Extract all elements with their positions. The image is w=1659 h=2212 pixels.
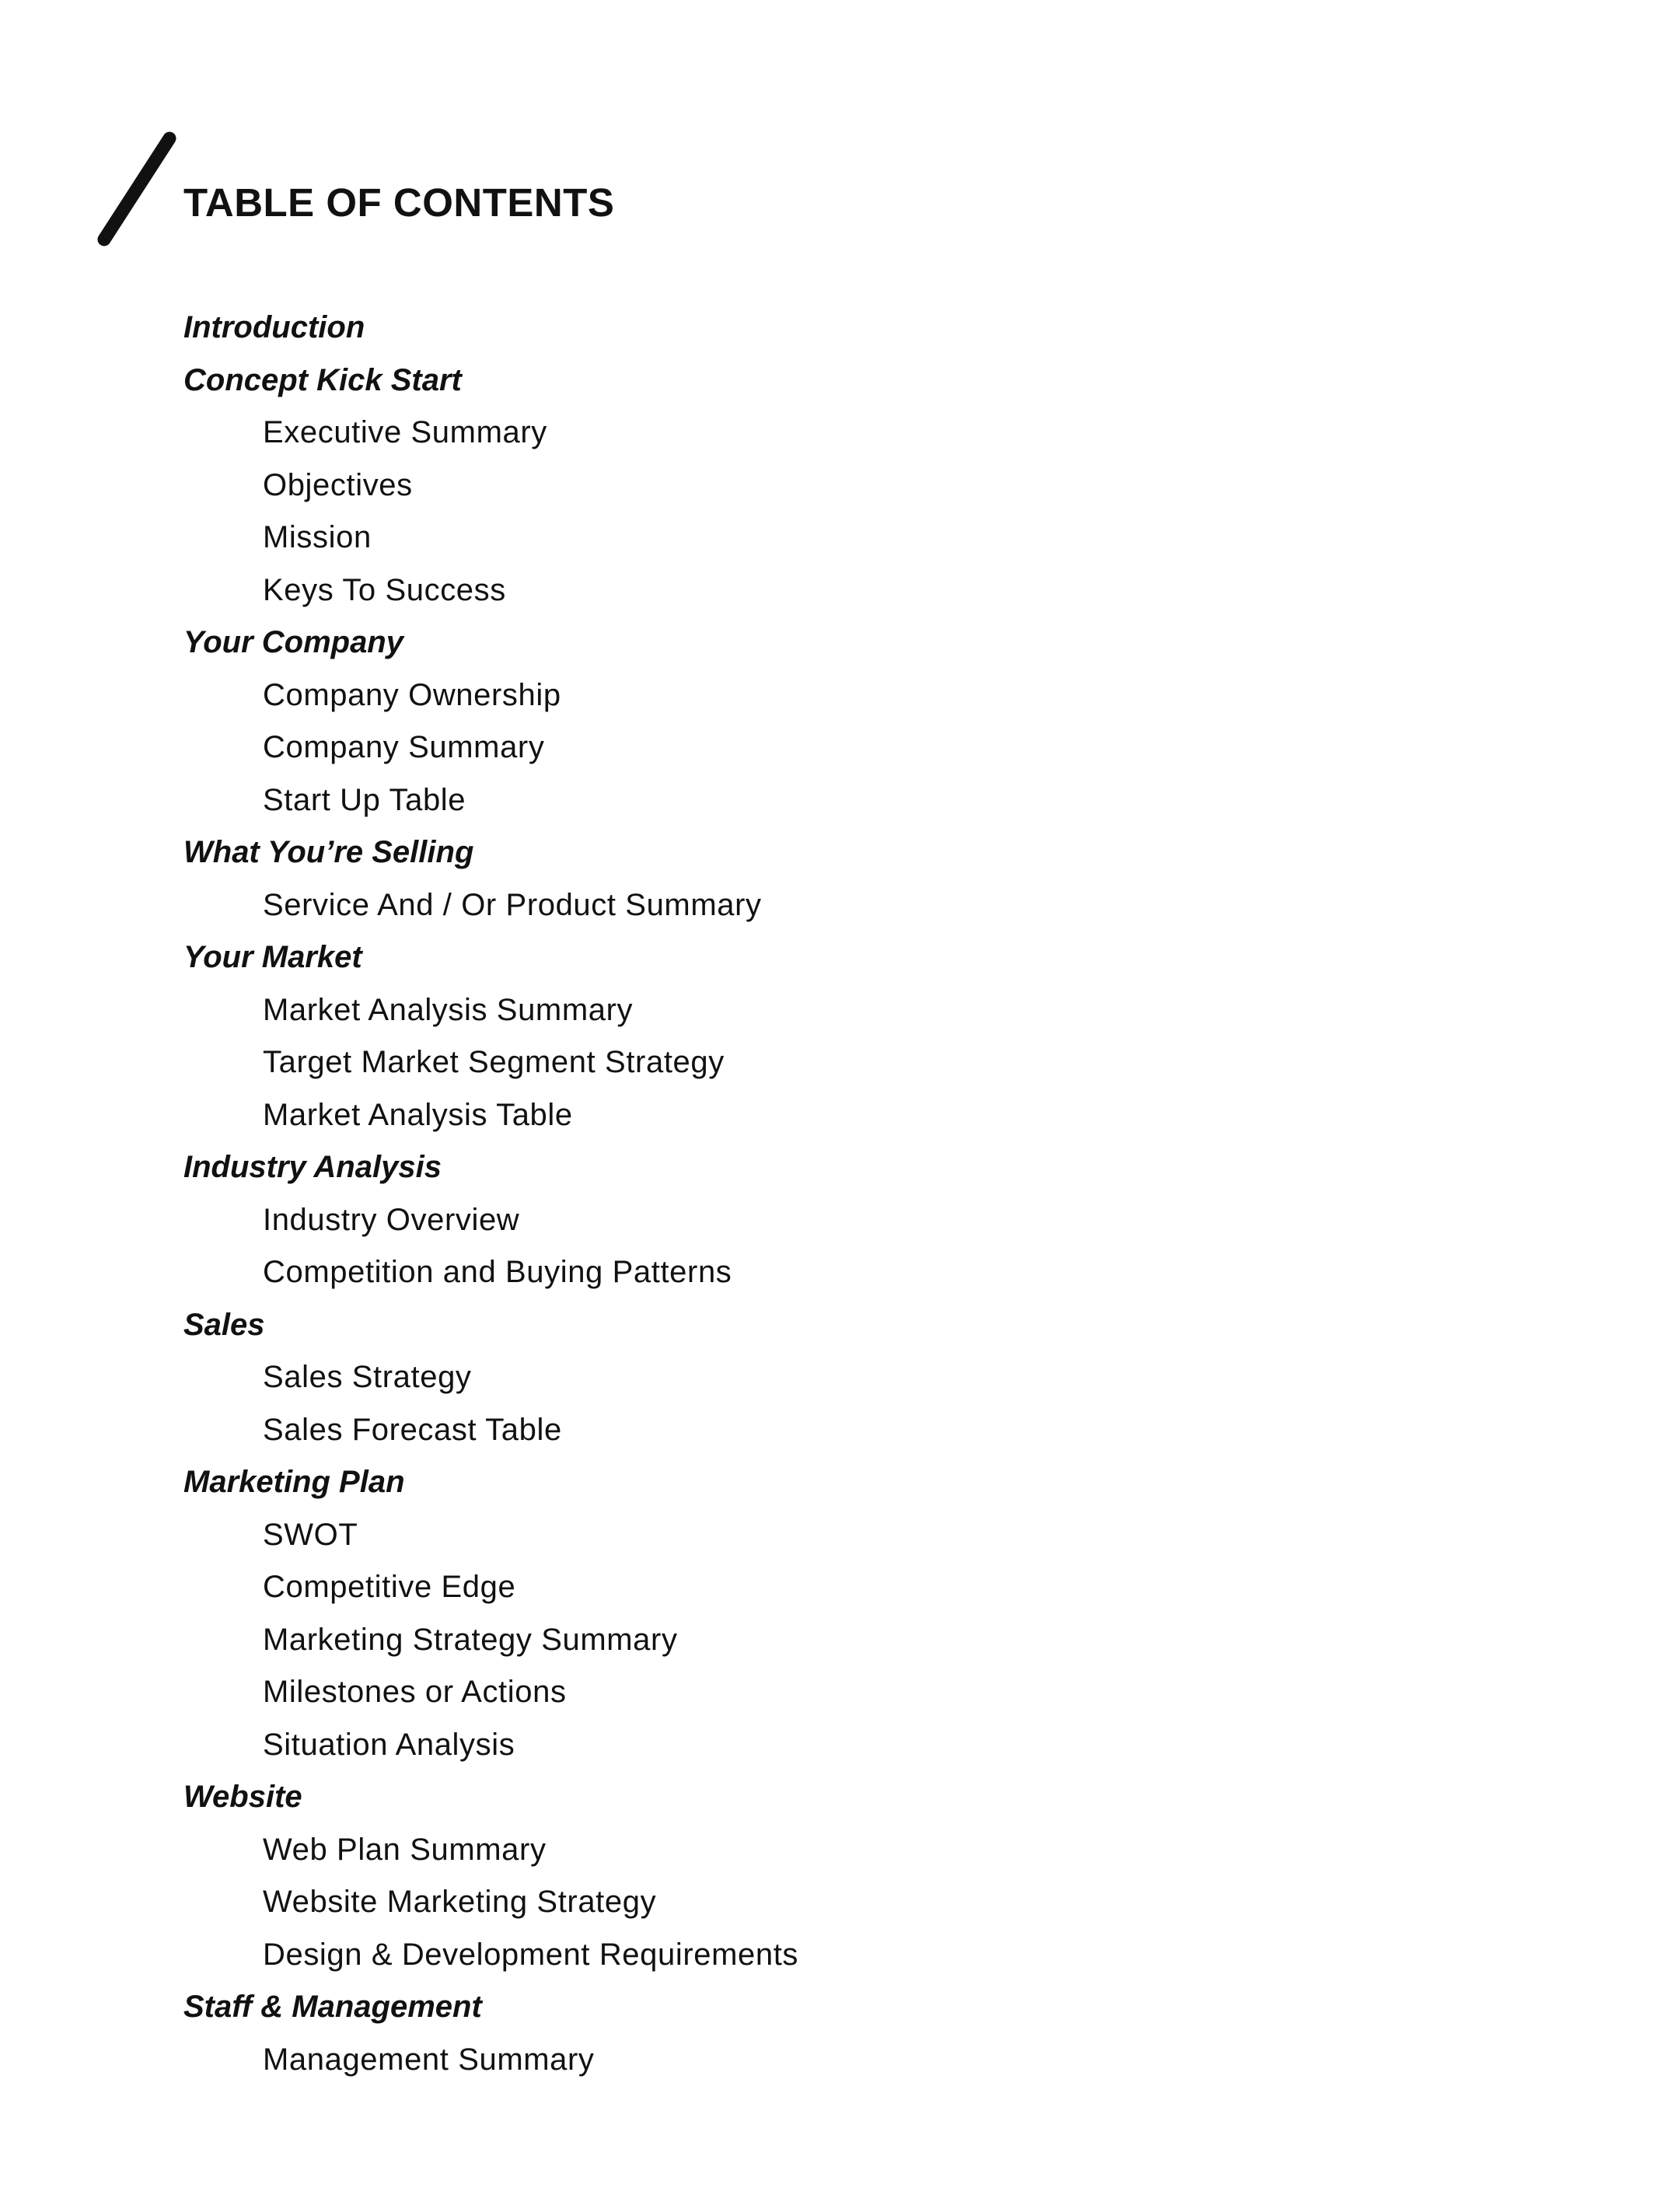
toc-subsection-item: Mission	[263, 520, 372, 554]
toc-subsection-item: Company Summary	[263, 730, 545, 764]
toc-subsection-item: Milestones or Actions	[263, 1675, 567, 1709]
toc-subsection-item: Market Analysis Table	[263, 1097, 573, 1132]
toc-subsection-item: Executive Summary	[263, 415, 547, 449]
toc-subsection-item: Competitive Edge	[263, 1570, 516, 1604]
toc-subsection-item: Marketing Strategy Summary	[263, 1622, 678, 1657]
toc-subsection-item: Keys To Success	[263, 572, 506, 607]
page-title: TABLE OF CONTENTS	[183, 180, 615, 225]
toc-section-heading: Staff & Management	[183, 1990, 482, 2024]
slash-decoration-icon	[92, 124, 185, 257]
toc-subsection-item: Company Ownership	[263, 677, 561, 712]
toc-subsection-item: Design & Development Requirements	[263, 1937, 799, 1972]
table-of-contents-list	[183, 302, 1505, 2086]
toc-subsection-item: Management Summary	[263, 2042, 595, 2077]
toc-subsection-item: SWOT	[263, 1517, 358, 1552]
toc-section-heading: Marketing Plan	[183, 1465, 405, 1499]
toc-subsection-item: Target Market Segment Strategy	[263, 1045, 725, 1079]
toc-section-heading: What You’re Selling	[183, 835, 474, 869]
toc-subsection-item: Sales Strategy	[263, 1360, 472, 1394]
toc-subsection-item: Industry Overview	[263, 1202, 520, 1237]
toc-section-heading: Website	[183, 1780, 302, 1814]
toc-subsection-item: Start Up Table	[263, 782, 466, 817]
toc-subsection-item: Competition and Buying Patterns	[263, 1255, 732, 1289]
toc-subsection-item: Sales Forecast Table	[263, 1412, 562, 1447]
toc-section-heading: Industry Analysis	[183, 1150, 442, 1184]
toc-subsection-item: Website Marketing Strategy	[263, 1885, 657, 1919]
toc-section-heading: Your Company	[183, 625, 403, 659]
toc-subsection-item: Web Plan Summary	[263, 1832, 547, 1867]
toc-subsection-item: Objectives	[263, 467, 413, 502]
toc-section-heading: Introduction	[183, 310, 365, 344]
toc-subsection-item: Situation Analysis	[263, 1727, 515, 1762]
toc-subsection-item: Market Analysis Summary	[263, 992, 634, 1027]
toc-section-heading: Your Market	[183, 940, 362, 974]
toc-section-heading: Concept Kick Start	[183, 362, 462, 397]
toc-section-heading: Sales	[183, 1307, 265, 1342]
toc-subsection-item: Service And / Or Product Summary	[263, 887, 762, 922]
